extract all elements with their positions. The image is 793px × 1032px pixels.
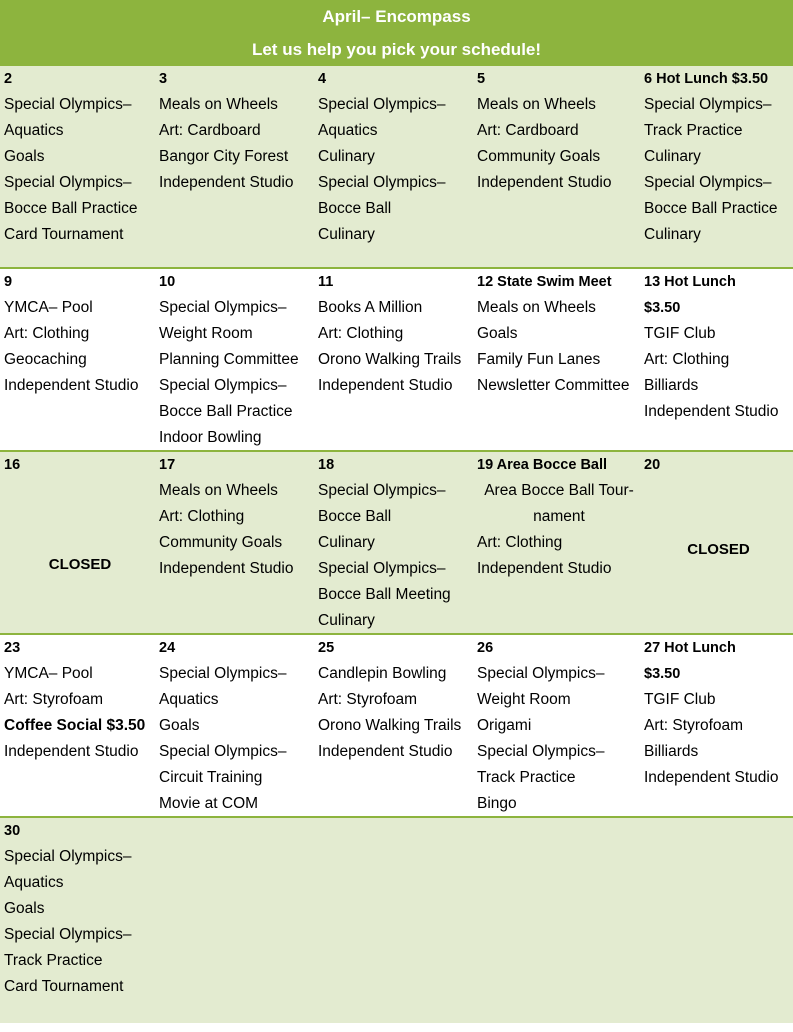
activity: Independent Studio: [477, 560, 612, 577]
activity: Independent Studio: [644, 769, 779, 786]
day-cell: [159, 66, 315, 267]
activity: YMCA– Pool: [4, 299, 93, 316]
activity: Meals on Wheels: [477, 299, 596, 316]
activity: Family Fun Lanes: [477, 351, 601, 368]
day-number: 24: [159, 640, 176, 656]
activity: Independent Studio: [318, 377, 453, 394]
day-cell: [4, 269, 156, 450]
activity: Special Olympics–: [477, 743, 605, 760]
activity: Weight Room: [159, 325, 253, 342]
closed-label: CLOSED: [687, 541, 750, 558]
activity: TGIF Club: [644, 691, 716, 708]
activity: Aquatics: [318, 122, 378, 139]
day-cell: [477, 66, 641, 267]
activity: Special Olympics–: [318, 96, 446, 113]
day-number-price: $3.50: [644, 300, 681, 316]
activity: Independent Studio: [644, 403, 779, 420]
activity: Art: Clothing: [477, 534, 563, 551]
activity: Culinary: [318, 226, 375, 243]
activity: Special Olympics–: [159, 377, 287, 394]
activity: Special Olympics–: [4, 926, 132, 943]
activity: Track Practice: [477, 769, 576, 786]
activity: Culinary: [644, 226, 701, 243]
day-number: 19 Area Bocce Ball: [477, 457, 608, 473]
activity: Special Olympics–: [4, 848, 132, 865]
activity: Art: Clothing: [4, 325, 90, 342]
day-cell: [318, 66, 474, 267]
activity: TGIF Club: [644, 325, 716, 342]
activity: Goals: [159, 717, 200, 734]
week-row: [0, 66, 793, 267]
activity: Orono Walking Trails: [318, 351, 462, 368]
activity: Books A Million: [318, 299, 423, 316]
activity: Orono Walking Trails: [318, 717, 462, 734]
activity: Planning Committee: [159, 351, 299, 368]
closed-label: CLOSED: [48, 556, 112, 573]
activity: Special Olympics–: [4, 96, 132, 113]
activity: Movie at COM: [159, 795, 259, 812]
activity: Culinary: [318, 612, 375, 629]
day-number-price: $3.50: [644, 666, 681, 682]
activity: Aquatics: [4, 874, 64, 891]
day-cell: [477, 635, 641, 816]
activity: Community Goals: [159, 534, 283, 551]
day-cell: [4, 818, 156, 1023]
activity: Aquatics: [159, 691, 219, 708]
day-cell: [477, 269, 641, 450]
activity: Independent Studio: [318, 743, 453, 760]
activity: Bocce Ball Practice: [4, 200, 138, 217]
week-row: [0, 818, 793, 1023]
activity: Art: Clothing: [644, 351, 730, 368]
day-cell: [4, 635, 156, 816]
day-number: 9: [4, 274, 13, 290]
day-number: 26: [477, 640, 494, 656]
activity: nament: [533, 508, 585, 525]
day-cell: [159, 269, 315, 450]
day-cell: [644, 269, 793, 450]
activity: Aquatics: [4, 122, 64, 139]
day-cell: [159, 635, 315, 816]
activity: Art: Styrofoam: [318, 691, 418, 708]
activity: Art: Cardboard: [159, 122, 261, 139]
activity: Independent Studio: [159, 174, 294, 191]
day-number: 16: [4, 457, 21, 473]
day-number: 30: [4, 823, 21, 839]
day-cell: [318, 269, 474, 450]
activity: Circuit Training: [159, 769, 263, 786]
activity: Culinary: [318, 148, 375, 165]
activity: Bangor City Forest: [159, 148, 289, 165]
activity: Newsletter Committee: [477, 377, 630, 394]
activity: Community Goals: [477, 148, 601, 165]
activity: Independent Studio: [4, 377, 139, 394]
activity: Origami: [477, 717, 532, 734]
day-number: 11: [318, 274, 334, 290]
activity: Bocce Ball: [318, 200, 392, 217]
activity: Special Olympics–: [318, 482, 446, 499]
day-number: 5: [477, 71, 486, 87]
activity: Area Bocce Ball Tour-: [484, 482, 634, 499]
day-number: 23: [4, 640, 21, 656]
activity: Art: Styrofoam: [644, 717, 744, 734]
activity: Track Practice: [644, 122, 743, 139]
activity: Track Practice: [4, 952, 103, 969]
activity: Card Tournament: [4, 226, 124, 243]
day-cell: [4, 66, 156, 267]
activity: Art: Clothing: [318, 325, 404, 342]
week-row: [0, 635, 793, 816]
day-number: 4: [318, 71, 327, 87]
activity: Culinary: [318, 534, 375, 551]
activity: Goals: [477, 325, 518, 342]
week-row: [0, 269, 793, 450]
activity: Candlepin Bowling: [318, 665, 447, 682]
activity: Art: Clothing: [159, 508, 245, 525]
day-number: 25: [318, 640, 335, 656]
activity: Special Olympics–: [644, 174, 772, 191]
activity: Special Olympics–: [318, 174, 446, 191]
activity: Bocce Ball: [318, 508, 392, 525]
day-cell: [4, 452, 156, 633]
activity: Independent Studio: [4, 743, 139, 760]
activity: Special Olympics–: [159, 299, 287, 316]
activity: Special Olympics–: [644, 96, 772, 113]
week-row: [0, 452, 793, 633]
day-number: 20: [644, 457, 661, 473]
day-cell: [159, 452, 315, 633]
activity: Goals: [4, 148, 45, 165]
activity: Card Tournament: [4, 978, 124, 995]
day-cell: [318, 635, 474, 816]
day-cell: [644, 452, 793, 633]
activity: Weight Room: [477, 691, 571, 708]
activity: Culinary: [644, 148, 701, 165]
activity: Art: Styrofoam: [4, 691, 104, 708]
activity: Special Olympics–: [477, 665, 605, 682]
day-number: 2: [4, 71, 13, 87]
day-number: 13 Hot Lunch: [644, 274, 736, 290]
day-number: 17: [159, 457, 176, 473]
calendar-subtitle: Let us help you pick your schedule!: [0, 34, 793, 66]
activity: Meals on Wheels: [159, 96, 278, 113]
activity: Art: Cardboard: [477, 122, 579, 139]
day-cell: [318, 452, 474, 633]
day-number: 18: [318, 457, 335, 473]
activity: Meals on Wheels: [477, 96, 596, 113]
activity: Billiards: [644, 743, 699, 760]
activity: Bingo: [477, 795, 517, 812]
activity: Special Olympics–: [4, 174, 132, 191]
activity: Special Olympics–: [159, 665, 287, 682]
activity: Special Olympics–: [159, 743, 287, 760]
activity: Bocce Ball Meeting: [318, 586, 451, 603]
activity: Meals on Wheels: [159, 482, 278, 499]
activity: Independent Studio: [159, 560, 294, 577]
activity: Independent Studio: [477, 174, 612, 191]
activity: Bocce Ball Practice: [644, 200, 778, 217]
activity: Geocaching: [4, 351, 87, 368]
day-number: 27 Hot Lunch: [644, 640, 736, 656]
activity: Bocce Ball Practice: [159, 403, 293, 420]
day-number: 6 Hot Lunch $3.50: [644, 71, 769, 87]
calendar-title: April– Encompass: [0, 0, 793, 34]
activity: Indoor Bowling: [159, 429, 262, 446]
activity: YMCA– Pool: [4, 665, 93, 682]
activity: Special Olympics–: [318, 560, 446, 577]
activity: Coffee Social $3.50: [4, 717, 146, 734]
day-cell: [644, 635, 793, 816]
day-cell: [477, 452, 641, 633]
day-cell: [644, 66, 793, 267]
day-number: 3: [159, 71, 168, 87]
day-number: 10: [159, 274, 176, 290]
activity: Billiards: [644, 377, 699, 394]
activity: Goals: [4, 900, 45, 917]
day-number: 12 State Swim Meet: [477, 274, 612, 290]
